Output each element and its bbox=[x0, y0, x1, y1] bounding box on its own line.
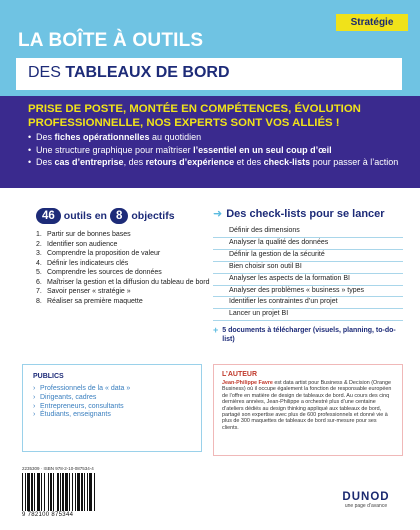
barcode bbox=[22, 466, 142, 518]
series-title: LA BOÎTE À OUTILS bbox=[18, 30, 204, 51]
list-item: 6. Maîtriser la gestion et la diffusion du tableau de bord bbox=[36, 278, 210, 286]
book-title-main: TABLEAUX DE BORD bbox=[65, 64, 230, 81]
publics-list bbox=[33, 385, 191, 420]
barcode-number: 9 782100 875344 bbox=[22, 512, 74, 518]
list-item: › Entrepreneurs, consultants bbox=[33, 403, 191, 412]
list-item: › Professionnels de la « data » bbox=[33, 385, 191, 394]
list-item: 8. Réaliser sa première maquette bbox=[36, 297, 143, 305]
list-item: 5. Comprendre les sources de données bbox=[36, 269, 162, 276]
objectives-list bbox=[36, 230, 211, 306]
publisher-logo bbox=[336, 491, 396, 509]
author-bio: Jean-Philippe Favre est data artist pour Business & Decision (Orange Business) où il occupe également la fonction de responsable européen de l’offre en matière de design de tableaux de bord. Au cours des cinq dernières années, Jean-Philippe a orchestré plus d’une centaine d’ateliers dédiés au design thinking appliqué aux tableaux de bord, partagé son expertise avec plus de 600 professionnels et donné vie à plus de 300 maquettes de tableaux de bord sur-mesure pour ses clients. bbox=[222, 380, 392, 431]
tools-section bbox=[36, 208, 211, 306]
list-item: Lancer un projet BI bbox=[213, 309, 403, 321]
publisher-name: DUNOD bbox=[342, 491, 390, 503]
list-item: 1. Partir sur de bonnes bases bbox=[36, 231, 131, 238]
checklists-heading bbox=[213, 208, 403, 220]
publics-box bbox=[22, 364, 202, 452]
barcode-bars bbox=[22, 473, 142, 511]
arrow-icon: ➜ bbox=[213, 208, 223, 220]
tools-heading bbox=[36, 208, 211, 224]
author-box bbox=[213, 364, 403, 456]
list-item: Définir la gestion de la sécurité bbox=[213, 250, 403, 262]
list-item: › Dirigeants, cadres bbox=[33, 394, 191, 403]
list-item: 7. Savoir penser « stratégie » bbox=[36, 288, 131, 295]
checklists-title: Des check-lists pour se lancer bbox=[226, 208, 385, 220]
list-item: 2. Identifier son audience bbox=[36, 240, 118, 248]
checklist-list bbox=[213, 226, 403, 321]
list-item: › Étudiants, enseignants bbox=[33, 411, 191, 420]
intro-headline: PRISE DE POSTE, MONTÉE EN COMPÉTENCES, ÉVOLUTION PROFESSIONNELLE, NOS EXPERTS SONT VOS ALLIÉS ! bbox=[28, 103, 361, 129]
list-item: 3. Comprendre la proposition de valeur bbox=[36, 250, 161, 257]
objectives-count-badge: 8 bbox=[110, 208, 128, 224]
feature-list bbox=[28, 131, 413, 169]
category-badge: Stratégie bbox=[336, 14, 408, 31]
list-item: Identifier les contraintes d’un projet bbox=[213, 297, 403, 309]
objectives-label: objectifs bbox=[131, 210, 175, 222]
author-name: Jean-Philippe Favre bbox=[222, 380, 273, 386]
tools-count-badge: 46 bbox=[36, 208, 61, 224]
barcode-bar bbox=[95, 473, 96, 511]
feature-item: • Une structure graphique pour maîtriser l’essentiel en un seul coup d’œil bbox=[28, 144, 413, 157]
tools-label: outils en bbox=[63, 210, 107, 222]
downloads-note bbox=[213, 326, 403, 344]
list-item: Définir des dimensions bbox=[213, 226, 403, 238]
barcode-reference: 2235309 · ISBN 978-2-10-087534-4 bbox=[22, 466, 94, 471]
list-item: Analyser la qualité des données bbox=[213, 238, 403, 250]
book-title bbox=[28, 64, 230, 82]
book-title-prefix: DES bbox=[28, 64, 61, 81]
list-item: Analyser les aspects de la formation BI bbox=[213, 274, 403, 286]
publisher-tagline: une page d’avance bbox=[344, 503, 388, 509]
author-title: L’AUTEUR bbox=[222, 371, 257, 378]
plus-icon: + bbox=[213, 325, 219, 336]
checklists-section bbox=[213, 208, 403, 344]
list-item: 4. Définir les indicateurs clés bbox=[36, 259, 129, 267]
publics-title: PUBLICS bbox=[33, 373, 64, 380]
feature-item: • Des fiches opérationnelles au quotidien bbox=[28, 131, 413, 144]
book-title-box bbox=[16, 58, 402, 90]
list-item: Bien choisir son outil BI bbox=[213, 262, 403, 274]
list-item: Analyser des problèmes « business » types bbox=[213, 286, 403, 298]
feature-item: • Des cas d’entreprise, des retours d’expérience et des check-lists pour passer à l’action bbox=[28, 156, 413, 169]
downloads-text: 5 documents à télécharger (visuels, planning, to-do-list) bbox=[222, 327, 396, 344]
